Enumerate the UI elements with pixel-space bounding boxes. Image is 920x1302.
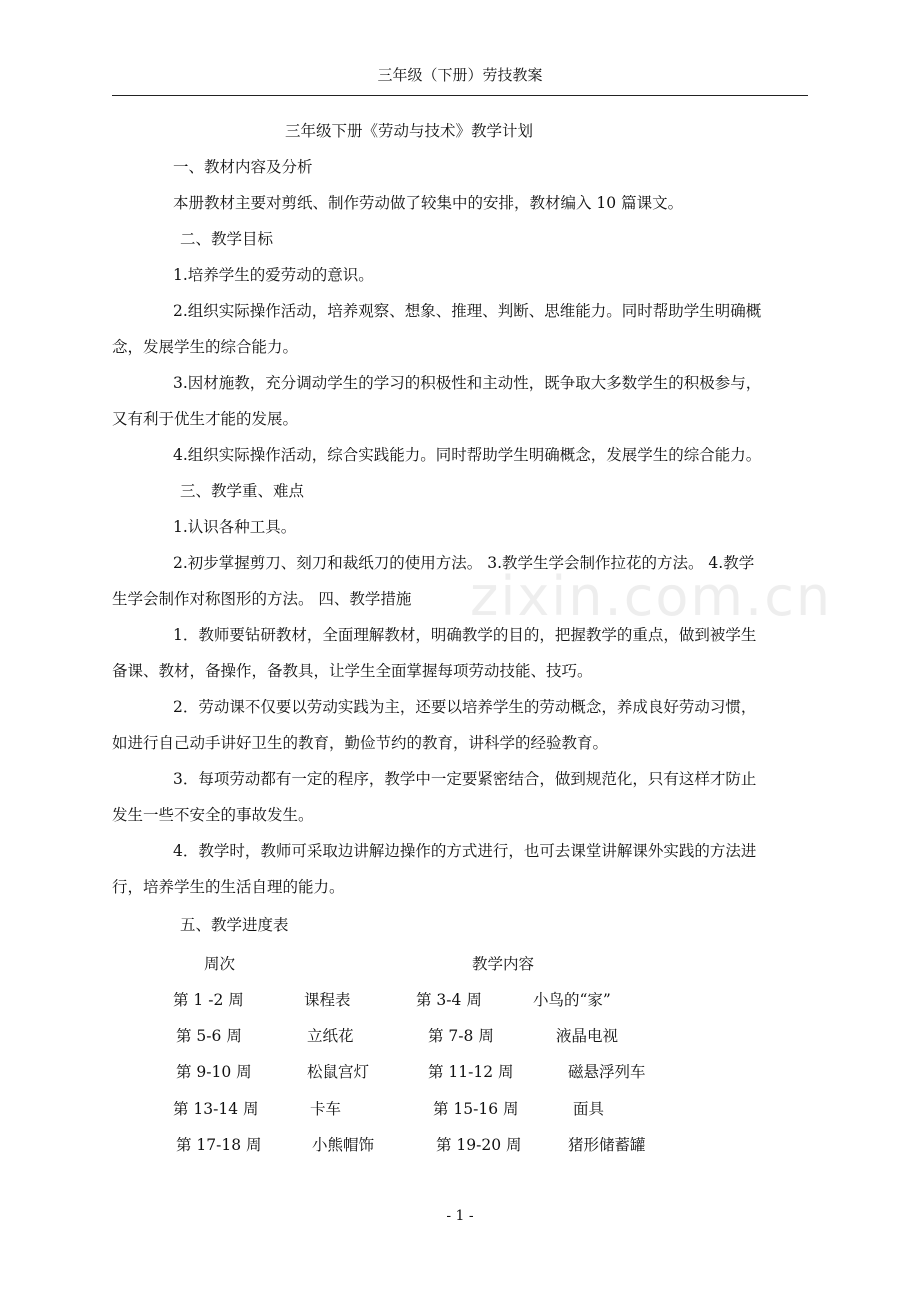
- measure-2-line-1: 2．劳动课不仅要以劳动实践为主，还要以培养学生的劳动概念，养成良好劳动习惯，: [173, 698, 757, 716]
- schedule-row-2-content-a: 立纸花: [307, 1027, 354, 1045]
- section-3-heading: 三、教学重、难点: [180, 482, 305, 500]
- goal-1: 1.培养学生的爱劳动的意识。: [173, 266, 374, 284]
- schedule-row-2-week-a: 第 5-6 周: [176, 1027, 242, 1045]
- schedule-row-1-content-a: 课程表: [304, 991, 351, 1009]
- key-point-1: 1.认识各种工具。: [173, 518, 297, 536]
- schedule-row-2-week-b: 第 7-8 周: [428, 1027, 494, 1045]
- schedule-row-5-week-b: 第 19-20 周: [436, 1136, 522, 1154]
- measure-2-line-2: 如进行自己动手讲好卫生的教育，勤俭节约的教育，讲科学的经验教育。: [112, 734, 609, 752]
- schedule-row-4-content-b: 面具: [573, 1100, 605, 1118]
- schedule-row-5-content-a: 小熊帽饰: [312, 1136, 375, 1154]
- goal-3-line-1: 3.因材施教，充分调动学生的学习的积极性和主动性，既争取大多数学生的积极参与，: [173, 374, 762, 392]
- measure-3-line-1: 3．每项劳动都有一定的程序，教学中一定要紧密结合，做到规范化，只有这样才防止: [173, 770, 757, 788]
- measure-4-line-2: 行，培养学生的生活自理的能力。: [112, 878, 345, 896]
- header-rule: [112, 95, 808, 96]
- schedule-row-3-content-a: 松鼠宫灯: [307, 1063, 370, 1081]
- key-point-2-line-2: 生学会制作对称图形的方法。 四、教学措施: [112, 590, 412, 608]
- section-1-text: 本册教材主要对剪纸、制作劳动做了较集中的安排，教材编入 10 篇课文。: [173, 194, 684, 212]
- schedule-row-1-week-b: 第 3-4 周: [416, 991, 482, 1009]
- schedule-row-3-week-a: 第 9-10 周: [176, 1063, 252, 1081]
- watermark: zixin.com.cn: [470, 565, 833, 628]
- schedule-header-content: 教学内容: [472, 955, 535, 973]
- schedule-row-1-content-b: 小鸟的“家”: [533, 991, 611, 1009]
- schedule-row-5-week-a: 第 17-18 周: [176, 1136, 262, 1154]
- schedule-row-2-content-b: 液晶电视: [556, 1027, 619, 1045]
- schedule-row-4-content-a: 卡车: [310, 1100, 342, 1118]
- schedule-row-4-week-b: 第 15-16 周: [433, 1100, 519, 1118]
- measure-1-line-2: 备课、教材，备操作，备教具，让学生全面掌握每项劳动技能、技巧。: [112, 662, 593, 680]
- goal-2-line-1: 2.组织实际操作活动，培养观察、想象、推理、判断、思维能力。同时帮助学生明确概: [173, 302, 762, 320]
- plan-title: 三年级下册《劳动与技术》教学计划: [285, 122, 534, 140]
- schedule-row-3-week-b: 第 11-12 周: [428, 1063, 514, 1081]
- goal-4: 4.组织实际操作活动，综合实践能力。同时帮助学生明确概念，发展学生的综合能力。: [173, 446, 762, 464]
- goal-2-line-2: 念，发展学生的综合能力。: [112, 338, 299, 356]
- section-5-heading: 五、教学进度表: [180, 916, 289, 934]
- page-header: 三年级（下册）劳技教案: [377, 66, 543, 84]
- schedule-row-5-content-b: 猪形储蓄罐: [568, 1136, 646, 1154]
- section-1-heading: 一、教材内容及分析: [173, 158, 313, 176]
- schedule-header-week: 周次: [204, 955, 236, 973]
- measure-1-line-1: 1．教师要钻研教材，全面理解教材，明确教学的目的，把握教学的重点，做到被学生: [173, 626, 757, 644]
- goal-3-line-2: 又有利于优生才能的发展。: [112, 410, 299, 428]
- section-2-heading: 二、教学目标: [180, 230, 274, 248]
- schedule-row-4-week-a: 第 13-14 周: [173, 1100, 259, 1118]
- page-number: - 1 -: [446, 1208, 474, 1224]
- measure-4-line-1: 4．教学时，教师可采取边讲解边操作的方式进行，也可去课堂讲解课外实践的方法进: [173, 842, 757, 860]
- schedule-row-1-week-a: 第 1 -2 周: [173, 991, 244, 1009]
- key-point-2-line-1: 2.初步掌握剪刀、刻刀和裁纸刀的使用方法。 3.教学生学会制作拉花的方法。 4.教学: [173, 554, 755, 572]
- schedule-row-3-content-b: 磁悬浮列车: [568, 1063, 646, 1081]
- measure-3-line-2: 发生一些不安全的事故发生。: [112, 806, 314, 824]
